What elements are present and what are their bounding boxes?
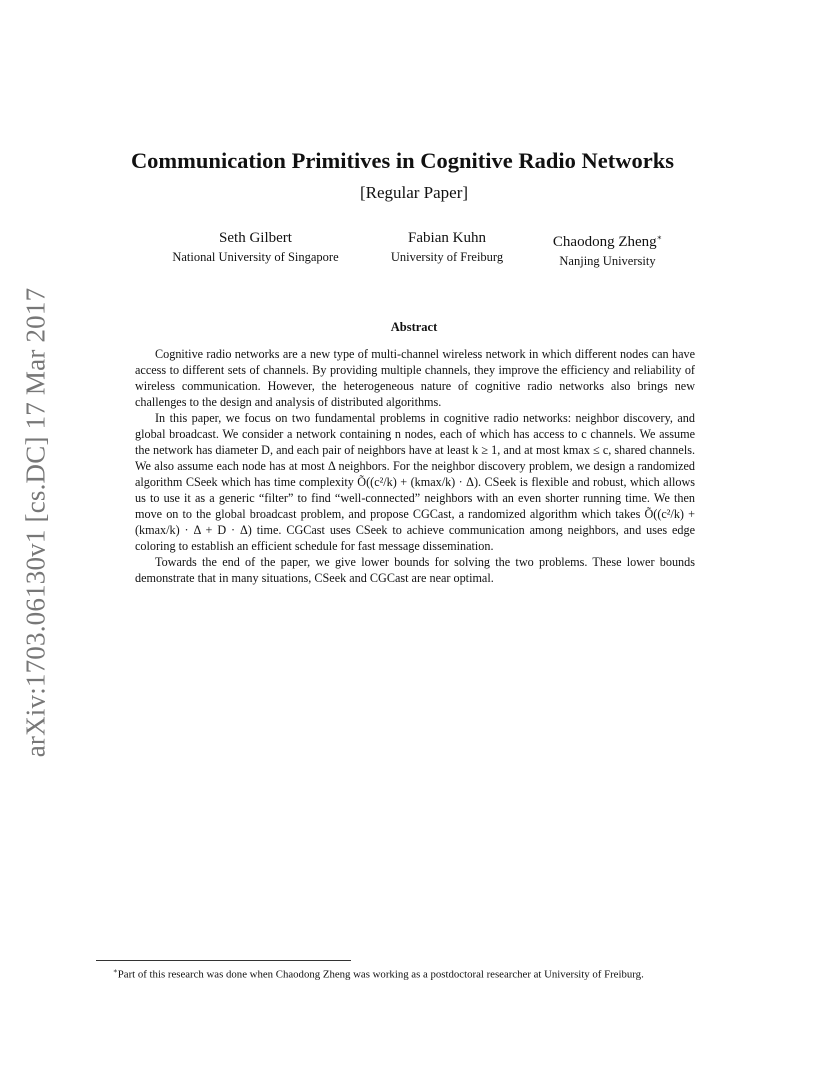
author-name: Seth Gilbert <box>219 230 292 246</box>
arxiv-identifier-stamp <box>14 285 58 760</box>
author-block <box>148 229 363 265</box>
footnote <box>113 964 753 982</box>
footnote-mark: ∗ <box>113 967 118 975</box>
author-name: Fabian Kuhn <box>408 230 486 246</box>
abstract-heading: Abstract <box>390 320 438 334</box>
footnote-divider <box>96 960 351 961</box>
paper-title: Communication Primitives in Cognitive Radio Networks <box>130 148 675 173</box>
author-affiliation: University of Freiburg <box>390 250 504 264</box>
footnote-mark: ∗ <box>656 233 663 242</box>
author-affiliation: National University of Singapore <box>172 250 339 264</box>
abstract-paragraph: Cognitive radio networks are a new type of multi-channel wireless network in which different nodes can have access to different sets of channels. By providing multiple channels, they improve the efficiency and reliability of wireless communication. However, the heterogeneous nature of cognitive radio networks also brings new challenges to the design and analysis of distributed algorithms. <box>135 347 695 409</box>
abstract-body <box>135 346 695 586</box>
abstract-paragraph: In this paper, we focus on two fundamental problems in cognitive radio networks: neighbor discovery, and global broadcast. We consider a network containing n nodes, each of which has access to c channels. We assume the network has diameter D, and each pair of neighbors have at least k ≥ 1, and at most kmax ≤ c, shared channels. We also assume each node has at most Δ neighbors. For the neighbor discovery problem, we design a randomized algorithm CSeek which has time complexity Õ((c²/k) + (kmax/k) · Δ). CSeek is flexible and robust, which allows us to use it as a generic “filter” to find “well-connected” neighbors with an even shorter running time. We then move on to the global broadcast problem, and propose CGCast, a randomized algorithm which takes Õ((c²/k) + (kmax/k) · Δ + D · Δ) time. CGCast uses CSeek to achieve communication among neighbors, and uses edge coloring to establish an efficient schedule for fast message dissemination. <box>135 411 695 553</box>
author-block <box>525 229 690 269</box>
author-block <box>362 229 532 265</box>
footnote-text: Part of this research was done when Chaodong Zheng was working as a postdoctoral researcher at University of Freiburg. <box>117 968 644 981</box>
author-name: Chaodong Zheng∗ <box>552 233 663 250</box>
author-affiliation: Nanjing University <box>559 254 656 268</box>
paper-subtitle: [Regular Paper] <box>359 183 469 202</box>
abstract-paragraph: Towards the end of the paper, we give lower bounds for solving the two problems. These lower bounds demonstrate that in many situations, CSeek and CGCast are near optimal. <box>135 555 695 585</box>
arxiv-identifier-text: arXiv:1703.06130v1 [cs.DC] 17 Mar 2017 <box>20 287 51 758</box>
